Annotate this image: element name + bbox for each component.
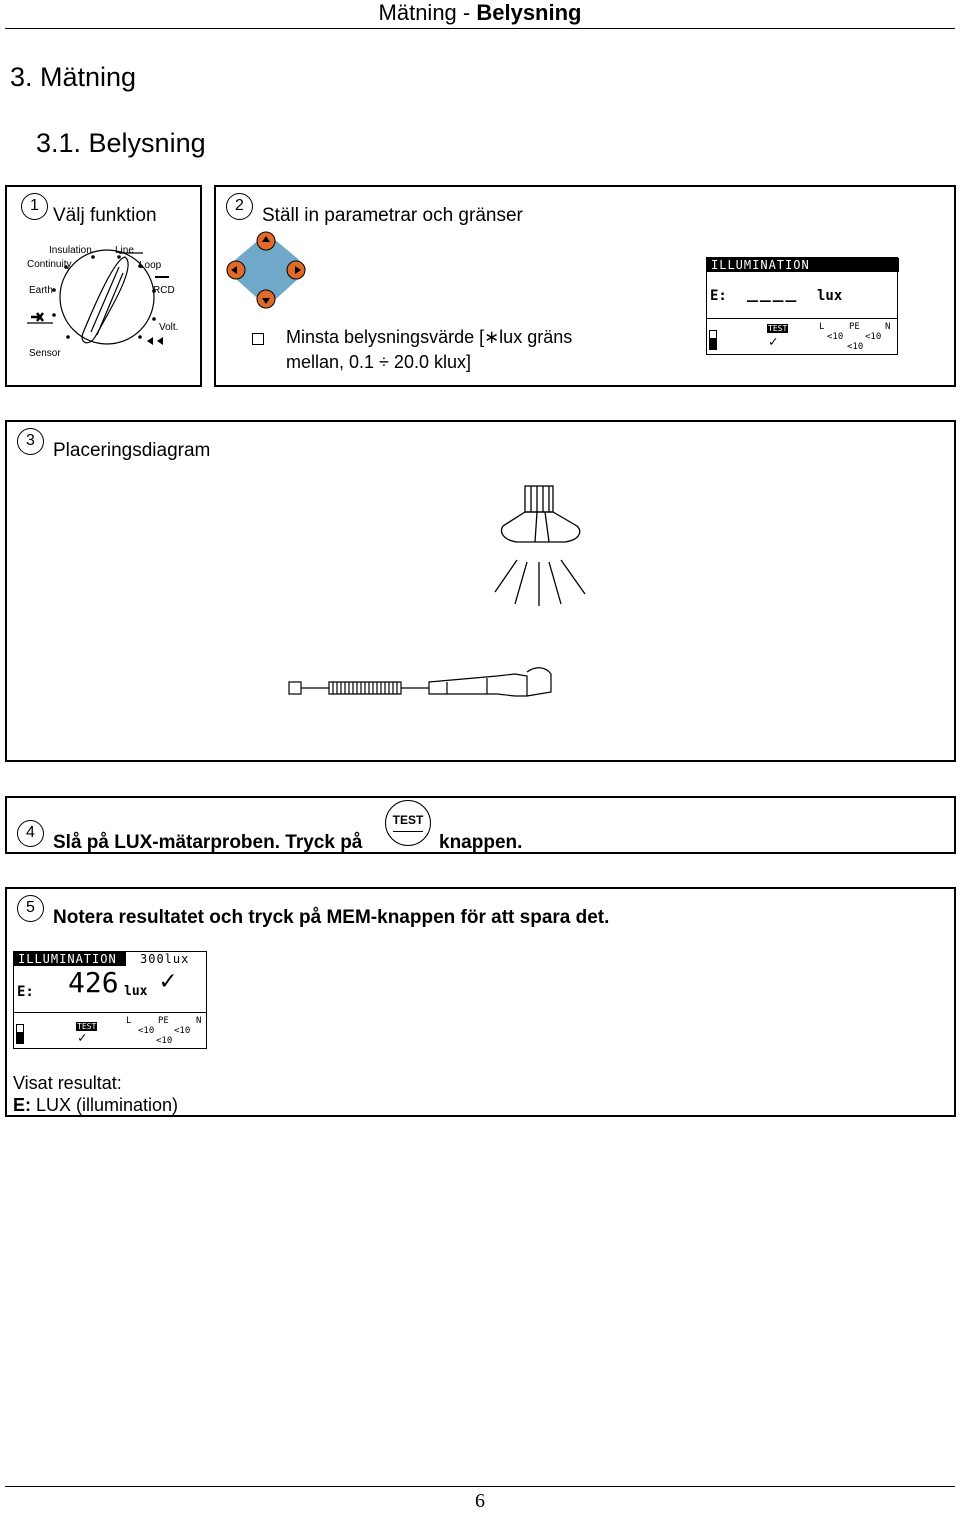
lcd-result-limit: 300lux [140, 952, 190, 966]
lcd-title: ILLUMINATION [711, 258, 810, 272]
header-prefix: Mätning - [378, 0, 477, 25]
lcd-v2: <10 [865, 332, 882, 342]
step2-box [214, 185, 956, 387]
lcd-divider [707, 318, 897, 319]
lcd-result-title-bar [14, 952, 126, 966]
lux-probe-icon [287, 662, 557, 702]
test-button-label: TEST [392, 813, 424, 827]
check-icon: ✓ [78, 1030, 87, 1046]
lcd-value-placeholder: ____ [747, 282, 799, 303]
step3-box [5, 420, 956, 762]
step3-number: 3 [17, 428, 44, 455]
result-line [13, 1095, 178, 1116]
lcd-limit: 300lux [831, 258, 881, 272]
dial-label-earth: Earth [29, 285, 53, 296]
lcd-result-test-label: TEST [77, 1022, 97, 1031]
lcd-result-v1: <10 [138, 1026, 155, 1036]
lcd-result-e-label: E: [17, 984, 34, 1000]
lcd-result-divider [14, 1012, 206, 1013]
lcd-v1: <10 [827, 332, 844, 342]
check-icon: ✓ [769, 334, 778, 350]
step4-text-after: knappen. [439, 832, 523, 853]
lcd-result-pe-label: PE [158, 1016, 169, 1026]
step5-box [5, 887, 956, 1117]
lcd-l-label: L [819, 322, 825, 332]
lamp-icon [487, 482, 597, 612]
lcd-pe-label: PE [849, 322, 860, 332]
step2-title: Ställ in parametrar och gränser [262, 205, 523, 226]
dial-label-sensor: Sensor [29, 348, 61, 359]
page-number: 6 [475, 1490, 485, 1512]
lcd-n-label: N [885, 322, 891, 332]
section-title: 3. Mätning [10, 62, 137, 92]
dial-label-loop: Loop [139, 260, 162, 271]
step3-title: Placeringsdiagram [53, 440, 211, 461]
dial-label-continuity: Continuity [27, 259, 72, 270]
header-bold: Belysning [476, 0, 582, 25]
bullet-checkbox-icon [252, 333, 264, 345]
lcd-result-v3: <10 [156, 1036, 173, 1046]
lcd-v3: <10 [847, 342, 864, 352]
step2-bullet-line2: mellan, 0.1 ÷ 20.0 klux] [286, 352, 471, 372]
section-subtitle: 3.1. Belysning [36, 128, 206, 158]
keypad-icon [222, 227, 312, 313]
lcd-result-check-icon: ✓ [160, 966, 176, 996]
result-label: Visat resultat: [13, 1073, 122, 1093]
step1-box [5, 185, 202, 387]
step2-number: 2 [226, 193, 253, 220]
step2-bullet-line1: Minsta belysningsvärde [∗lux gräns [286, 327, 573, 347]
dial-label-rcd: RCD [153, 285, 175, 296]
lcd-e-label: E: [710, 288, 727, 304]
page-header [0, 0, 960, 28]
step5-number: 5 [17, 895, 44, 922]
step4-number: 4 [17, 820, 44, 847]
lcd-test-label: TEST [768, 324, 788, 333]
result-key: E: [13, 1095, 31, 1115]
dial-label-line: Line [115, 245, 134, 256]
lcd-result-n-label: N [196, 1016, 202, 1026]
footer-rule [5, 1486, 955, 1487]
result-desc: LUX (illumination) [31, 1095, 179, 1115]
header-rule [5, 28, 955, 29]
lcd-result-v2: <10 [174, 1026, 191, 1036]
dial-label-volt: Volt. [159, 322, 179, 333]
step4-box [5, 796, 956, 854]
step1-number: 1 [21, 193, 48, 220]
lcd-result-title: ILLUMINATION [18, 952, 117, 966]
test-button-icon [385, 800, 431, 846]
step5-text: Notera resultatet och tryck på MEM-knappen för att spara det. [53, 907, 610, 928]
lcd-unit: lux [817, 288, 843, 304]
lcd-display-result [13, 951, 207, 1049]
lcd-result-value: 426 [68, 966, 119, 999]
battery-icon [709, 330, 717, 350]
step4-text: Slå på LUX-mätarproben. Tryck på [53, 832, 363, 853]
dial-label-insulation: Insulation [49, 245, 92, 256]
lcd-result-unit: lux [124, 984, 148, 999]
battery-icon [16, 1024, 24, 1044]
step1-title: Välj funktion [53, 205, 157, 226]
lcd-result-l-label: L [126, 1016, 132, 1026]
lcd-display-setup [706, 257, 898, 355]
